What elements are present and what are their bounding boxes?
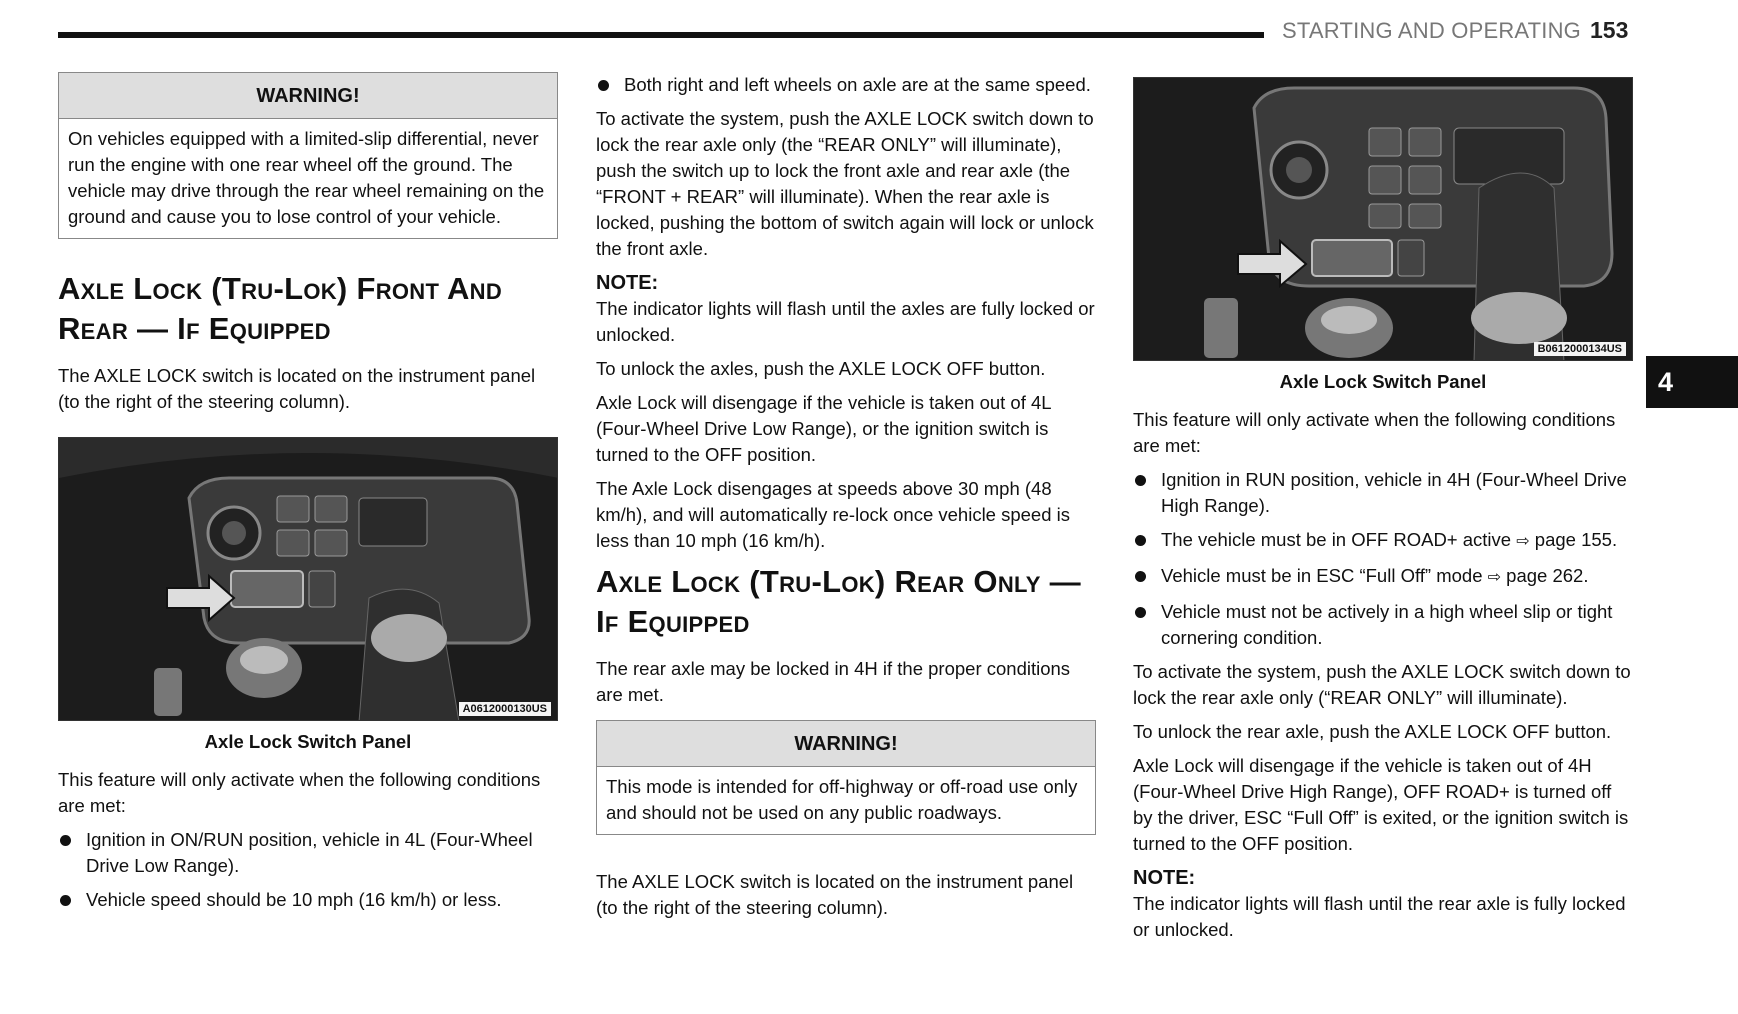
- conditions-list-continued: [596, 72, 1096, 98]
- heading-line-1: Axle Lock (Tru-Lok) Front And: [58, 271, 503, 306]
- list-item-text: Ignition in RUN position, vehicle in 4H (Four-Wheel Drive High Range).: [1161, 469, 1627, 516]
- activate-instructions: To activate the system, push the AXLE LOCK switch down to lock the rear axle only (the “REAR ONLY” will illuminate), push the switch up to lock the front axle and rear axle (the “FRONT + REAR” will illuminate). When the rear axle is locked, pushing the bottom of switch again will lock or unlock the front axle.: [596, 108, 1094, 259]
- bullet-icon: [1135, 571, 1146, 582]
- rear-axle-intro: The rear axle may be locked in 4H if the proper conditions are met.: [596, 658, 1071, 705]
- figure-caption: Axle Lock Switch Panel: [1279, 371, 1487, 392]
- axle-lock-switch-panel-image: [58, 437, 558, 721]
- list-item: [1133, 527, 1633, 555]
- conditions-intro: This feature will only activate when the following conditions are met:: [58, 769, 541, 816]
- note-text: The indicator lights will flash until the rear axle is fully locked or unlocked.: [1133, 893, 1626, 940]
- column-3: [1133, 77, 1633, 951]
- list-item: [1133, 599, 1633, 651]
- heading-line-1: Axle Lock (Tru-Lok) Rear Only —: [596, 564, 1081, 599]
- column-1: [58, 72, 558, 921]
- warning-box-limited-slip: [58, 72, 558, 239]
- switch-location-text: The AXLE LOCK switch is located on the instrument panel (to the right of the steering column).: [596, 871, 1074, 918]
- list-item-text: Both right and left wheels on axle are at the same speed.: [624, 74, 1091, 95]
- heading-line-2: Rear — If Equipped: [58, 311, 331, 346]
- list-item: [58, 827, 558, 879]
- chapter-tab[interactable]: 4: [1646, 356, 1738, 408]
- page-reference-arrow-icon: ⇨: [1487, 569, 1502, 586]
- column-2: [596, 72, 1096, 929]
- figure-code: A0612000130US: [459, 702, 551, 716]
- speed-text: The Axle Lock disengages at speeds above 30 mph (48 km/h), and will automatically re-lock once vehicle speed is less than 10 mph (16 km/h).: [596, 478, 1071, 551]
- header-section-title: STARTING AND OPERATING: [1282, 18, 1581, 43]
- section-heading-front-rear: [58, 269, 558, 349]
- warning-title: WARNING!: [59, 73, 557, 119]
- disengage-text: Axle Lock will disengage if the vehicle is taken out of 4H (Four-Wheel Drive High Range), OFF ROAD+ is turned off by the driver, ESC “Full Off” is exited, or the ignition switch is turned to the OFF position.: [1133, 755, 1629, 854]
- list-item-text: The vehicle must be in OFF ROAD+ active: [1161, 529, 1512, 550]
- warning-title: WARNING!: [597, 721, 1095, 767]
- list-item: [58, 887, 558, 913]
- conditions-list: [58, 827, 558, 913]
- header-rule: [58, 32, 1264, 38]
- list-item: [1133, 467, 1633, 519]
- note-heading: NOTE:: [596, 272, 659, 294]
- list-item: [596, 72, 1096, 98]
- page-reference-link[interactable]: page 155.: [1534, 529, 1618, 550]
- disengage-text: Axle Lock will disengage if the vehicle is taken out of 4L (Four-Wheel Drive Low Range), or the ignition switch is turned to the OFF position.: [596, 392, 1051, 465]
- list-item-text: Ignition in ON/RUN position, vehicle in 4L (Four-Wheel Drive Low Range).: [86, 829, 533, 876]
- bullet-icon: [1135, 607, 1146, 618]
- conditions-list: [1133, 467, 1633, 651]
- warning-text: On vehicles equipped with a limited-slip differential, never run the engine with one rear wheel off the ground. The vehicle may drive through the rear wheel remaining on the ground and cause you to lose control of your vehicle.: [68, 128, 545, 227]
- unlock-instructions: To unlock the axles, push the AXLE LOCK OFF button.: [596, 358, 1046, 379]
- warning-text: This mode is intended for off-highway or off-road use only and should not be used on any public roadways.: [606, 776, 1078, 823]
- note-text: The indicator lights will flash until the axles are fully locked or unlocked.: [596, 298, 1095, 345]
- page-reference-arrow-icon: ⇨: [1516, 533, 1530, 550]
- figure-caption: Axle Lock Switch Panel: [204, 731, 412, 752]
- page-reference-link[interactable]: page 262.: [1506, 565, 1589, 586]
- heading-line-2: If Equipped: [596, 604, 750, 639]
- list-item-text: Vehicle must be in ESC “Full Off” mode: [1161, 565, 1483, 586]
- bullet-icon: [1135, 475, 1146, 486]
- conditions-intro: This feature will only activate when the following conditions are met:: [1133, 409, 1616, 456]
- note-heading: NOTE:: [1133, 867, 1196, 889]
- switch-location-text: The AXLE LOCK switch is located on the instrument panel (to the right of the steering column).: [58, 365, 536, 412]
- bullet-icon: [60, 895, 71, 906]
- figure-code: B0612000134US: [1534, 342, 1626, 356]
- bullet-icon: [1135, 535, 1146, 546]
- activate-instructions: To activate the system, push the AXLE LOCK switch down to lock the rear axle only (“REAR ONLY” will illuminate).: [1133, 661, 1631, 708]
- axle-lock-switch-panel-image-rear: [1133, 77, 1633, 361]
- bullet-icon: [60, 835, 71, 846]
- list-item-text: Vehicle must not be actively in a high wheel slip or tight cornering condition.: [1161, 601, 1613, 648]
- section-heading-rear-only: [596, 562, 1096, 642]
- bullet-icon: [598, 80, 609, 91]
- unlock-instructions: To unlock the rear axle, push the AXLE LOCK OFF button.: [1133, 721, 1612, 742]
- list-item-text: Vehicle speed should be 10 mph (16 km/h) or less.: [86, 889, 502, 910]
- list-item: [1133, 563, 1633, 591]
- page-number: 153: [1590, 17, 1629, 43]
- warning-box-off-highway: [596, 720, 1096, 835]
